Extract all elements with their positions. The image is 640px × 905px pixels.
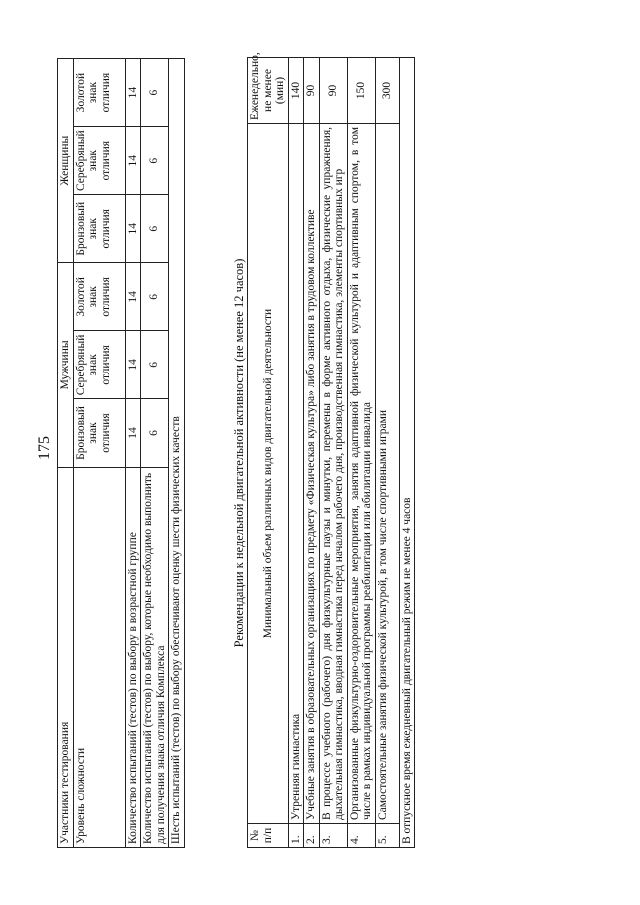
badge-level-cell: Бронзовый знак отличия	[73, 399, 125, 467]
table-row	[125, 59, 141, 848]
row-minutes: 150	[347, 58, 375, 124]
women-header: Женщины	[58, 59, 74, 263]
value-cell: 14	[125, 195, 141, 263]
recommendations-title: Рекомендации к недельной двигательной активности (не менее 12 часов)	[232, 258, 246, 648]
table-row	[248, 58, 289, 848]
row-activity: Самостоятельные занятия физической культурой, в том числе спортивными играми	[375, 124, 399, 824]
row-activity: В процессе учебного (рабочего) дня физкультурные паузы и минутки, перемены в форме активного отдыха, физические упражнения, дыхательная гимнастика, вводная гимнастика перед началом рабочего дня, производственная гимнастика, элементы спортивных игр	[319, 124, 347, 824]
row-activity: Организованные физкультурно-оздоровительные мероприятия, занятия адаптивной физической культурой и адаптивным спортом, в том числе в рамках индивидуальной программы реабилитации или абилитации инвалида	[347, 124, 375, 824]
men-header: Мужчины	[58, 263, 74, 467]
table-row	[58, 59, 74, 848]
table-footer-note: В отпускное время ежедневный двигательный режим не менее 4 часов	[399, 58, 415, 848]
table-row	[141, 59, 169, 848]
table-row	[399, 58, 415, 848]
col-minutes-header: Еженедельно, не менее (мин)	[248, 58, 289, 124]
value-cell: 6	[141, 399, 169, 467]
col-num-header: № п/п	[248, 824, 289, 848]
value-cell: 14	[125, 59, 141, 127]
row-activity: Учебные занятия в образовательных организациях по предмету «Физическая культура» либо занятия в трудовом коллективе	[304, 124, 320, 824]
table-row	[347, 58, 375, 848]
row-minutes: 140	[288, 58, 304, 124]
row-minutes: 90	[304, 58, 320, 124]
difficulty-header: Уровень сложности	[73, 467, 125, 847]
value-cell: 14	[125, 263, 141, 331]
row-label: Количество испытаний (тестов) по выбору, которые необходимо выполнить для получения знака отличия Комплекса	[141, 467, 169, 847]
row-num: 3.	[319, 824, 347, 848]
table-row	[169, 59, 185, 848]
table-row	[73, 59, 125, 848]
value-cell: 6	[141, 263, 169, 331]
row-num: 1.	[288, 824, 304, 848]
badge-level-cell: Серебряный знак отличия	[73, 127, 125, 195]
row-activity: Утренняя гимнастика	[288, 124, 304, 824]
row-minutes: 90	[319, 58, 347, 124]
badge-level-cell: Серебряный знак отличия	[73, 331, 125, 399]
row-label: Количество испытаний (тестов) по выбору в возрастной группе	[125, 467, 141, 847]
col-activity-header: Минимальный объем различных видов двигательной деятельности	[248, 124, 289, 824]
row-num: 5.	[375, 824, 399, 848]
weekly-activity-table	[247, 52, 415, 848]
table-footer-note: Шесть испытаний (тестов) по выбору обеспечивают оценку шести физических качеств	[169, 59, 185, 848]
table-row	[288, 58, 304, 848]
rotated-content	[57, 52, 413, 848]
table-row	[319, 58, 347, 848]
badge-level-cell: Бронзовый знак отличия	[73, 195, 125, 263]
badge-level-cell: Золотой знак отличия	[73, 59, 125, 127]
page-number: 175	[36, 436, 53, 460]
row-num: 2.	[304, 824, 320, 848]
table-row	[375, 58, 399, 848]
value-cell: 6	[141, 331, 169, 399]
value-cell: 14	[125, 127, 141, 195]
value-cell: 14	[125, 331, 141, 399]
badge-level-cell: Золотой знак отличия	[73, 263, 125, 331]
value-cell: 6	[141, 59, 169, 127]
test-requirements-table	[57, 58, 185, 848]
row-minutes: 300	[375, 58, 399, 124]
row-num: 4.	[347, 824, 375, 848]
value-cell: 6	[141, 195, 169, 263]
value-cell: 14	[125, 399, 141, 467]
participants-header: Участники тестирования	[58, 467, 74, 847]
table-row	[304, 58, 320, 848]
value-cell: 6	[141, 127, 169, 195]
